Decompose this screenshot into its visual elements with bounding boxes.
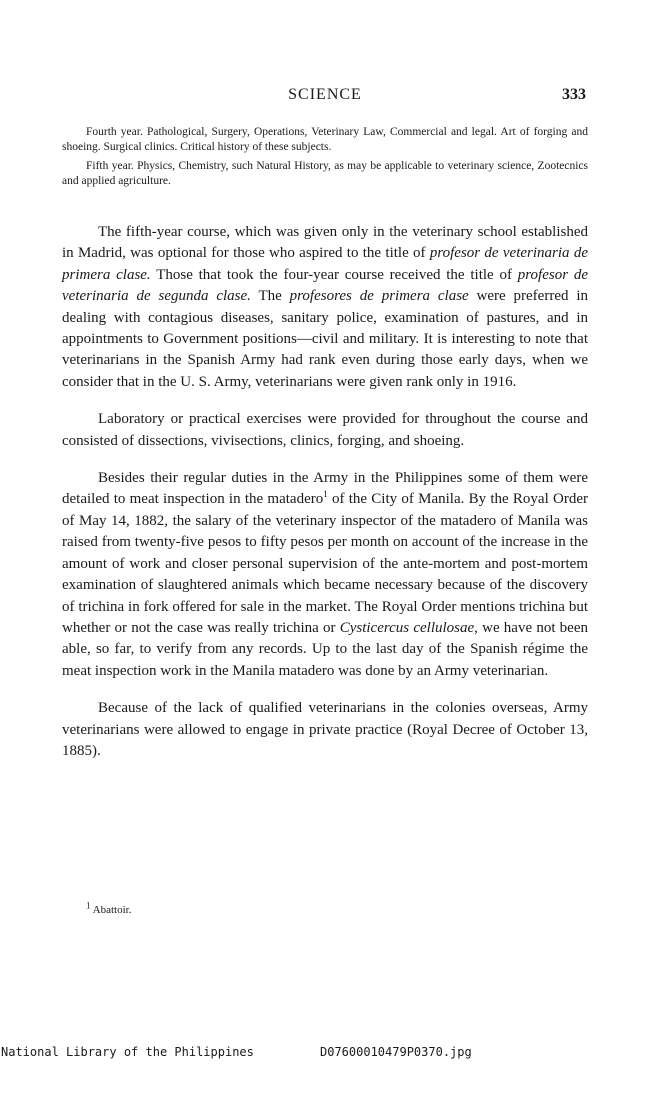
paragraph-laboratory: Laboratory or practical exercises were provided for throughout the course and consisted of dissections, vivisections, clinics, forging, and shoeing. (62, 411, 588, 449)
curriculum-fifth-year: Fifth year. Physics, Chemistry, such Natural History, as may be applicable to veterinary science, Zootecnics and applied agriculture. (62, 160, 588, 187)
curriculum-fourth-year: Fourth year. Pathological, Surgery, Operations, Veterinary Law, Commercial and legal. Art of forging and shoeing. Surgical clinics. Critical history of these subjects. (62, 126, 588, 153)
footnote-number: 1 (86, 900, 91, 911)
footnote (86, 900, 132, 916)
body-text (62, 222, 588, 778)
scan-source: National Library of the Philippines (1, 1045, 254, 1059)
curriculum-list (62, 125, 588, 193)
running-head (60, 86, 590, 108)
scan-caption (0, 1045, 645, 1060)
footnote-marker: 1 (323, 489, 328, 500)
page-title: SCIENCE (288, 86, 362, 103)
page-number: 333 (562, 86, 586, 103)
scan-filename: D07600010479P0370.jpg (320, 1045, 472, 1059)
paragraph-private-practice: Because of the lack of qualified veterinarians in the colonies overseas, Army veterinarians were allowed to engage in private practice (Royal Decree of October 13, 1885). (62, 700, 588, 759)
paragraph-fifth-year-course: The fifth-year course, which was given only in the veterinary school established in Madrid, was optional for those who aspired to the title of profesor de veterinaria de primera clase. Those that took the four-year course received the title of profesor de veterinaria de segunda clase. The profesores de primera clase were preferred in dealing with contagious diseases, sanitary police, examination of pastures, and in appointments to Government positions—civil and military. It is interesting to note that veterinarians in the Spanish Army had rank even during those early days, when we consider that in the U. S. Army, veterinarians were given rank only in 1916. (62, 224, 589, 390)
paragraph-meat-inspection: Besides their regular duties in the Army in the Philippines some of them were detailed to meat inspection in the matadero$^1$ of the City of Manila. By the Royal Order of May 14, 1882, the salary of the veterinary inspector of the matadero of Manila was raised from twenty-five pesos to fifty pesos per month on account of the increase in the amount of work and closer personal supervision of the ante-mortem and post-mortem examination of slaughtered animals which became necessary because of the discovery of trichina in fork offered for sale in the market. The Royal Order mentions trichina but whether or not the case was really trichina or Cysticercus cellulosae, we have not been able, so far, to verify from any records. Up to the last day of the Spanish régime the meat inspection work in the Manila matadero was done by an Army veterinarian. (62, 470, 588, 679)
footnote-text: Abattoir. (90, 904, 132, 916)
